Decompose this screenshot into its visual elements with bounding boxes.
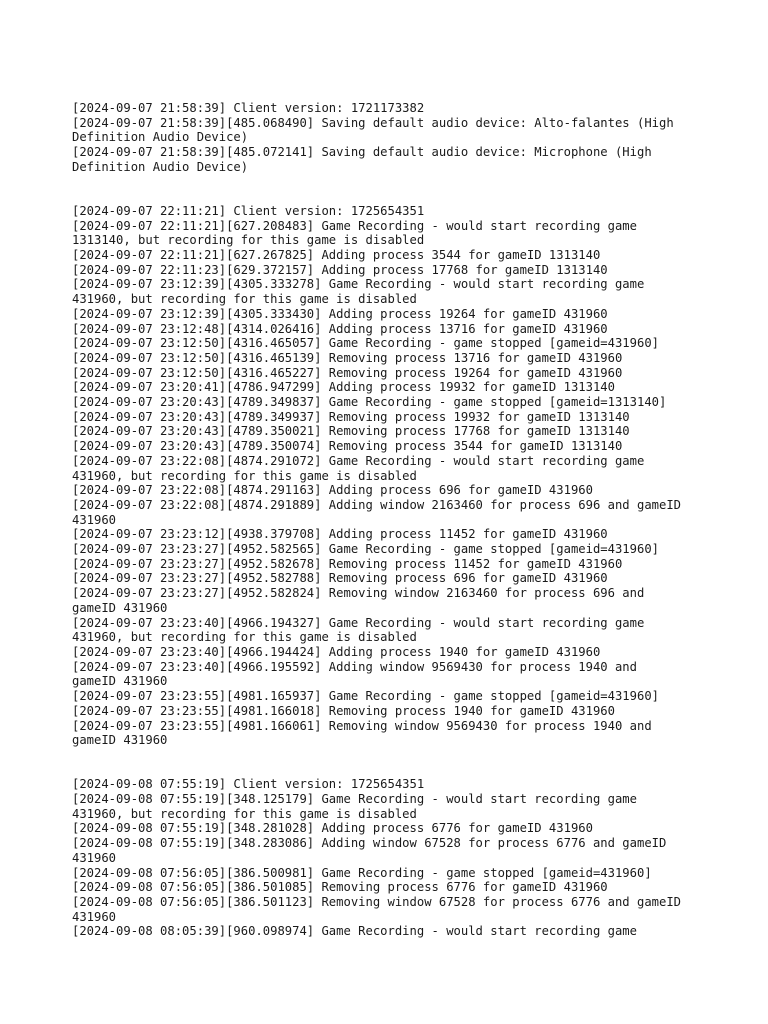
log-line: [2024-09-07 22:11:21][627.208483] Game Recording - would start recording game bbox=[72, 218, 637, 233]
log-line: [2024-09-08 07:56:05][386.500981] Game Recording - game stopped [gameid=431960] bbox=[72, 865, 652, 880]
log-line: gameID 431960 bbox=[72, 674, 168, 689]
log-line: [2024-09-07 23:23:55][4981.165937] Game Recording - game stopped [gameid=431960] bbox=[72, 689, 659, 704]
log-line: 431960, but recording for this game is disabled bbox=[72, 806, 417, 821]
log-line: [2024-09-08 07:55:19][348.125179] Game Recording - would start recording game bbox=[72, 792, 637, 807]
log-line: [2024-09-07 23:12:48][4314.026416] Adding process 13716 for gameID 431960 bbox=[72, 321, 608, 336]
log-line: [2024-09-07 23:23:55][4981.166061] Removing window 9569430 for process 1940 and bbox=[72, 718, 652, 733]
log-line: [2024-09-08 08:05:39][960.098974] Game Recording - would start recording game bbox=[72, 924, 637, 939]
log-line: 431960 bbox=[72, 512, 117, 527]
log-line: [2024-09-07 23:23:27][4952.582678] Removing process 11452 for gameID 431960 bbox=[72, 556, 623, 571]
log-line: [2024-09-08 07:55:19] Client version: 1725654351 bbox=[72, 777, 425, 792]
log-line: [2024-09-07 23:20:41][4786.947299] Adding process 19932 for gameID 1313140 bbox=[72, 380, 615, 395]
log-line: [2024-09-07 23:20:43][4789.349937] Removing process 19932 for gameID 1313140 bbox=[72, 409, 630, 424]
log-line: [2024-09-07 22:11:23][629.372157] Adding process 17768 for gameID 1313140 bbox=[72, 262, 608, 277]
log-line: Definition Audio Device) bbox=[72, 159, 249, 174]
log-line: [2024-09-07 23:23:27][4952.582565] Game Recording - game stopped [gameid=431960] bbox=[72, 542, 659, 557]
log-line: [2024-09-07 23:23:40][4966.195592] Adding window 9569430 for process 1940 and bbox=[72, 659, 637, 674]
log-line: Definition Audio Device) bbox=[72, 130, 249, 145]
log-line: [2024-09-08 07:56:05][386.501085] Removing process 6776 for gameID 431960 bbox=[72, 880, 608, 895]
log-line: [2024-09-07 23:20:43][4789.350074] Removing process 3544 for gameID 1313140 bbox=[72, 439, 623, 454]
log-session-block bbox=[72, 204, 712, 748]
log-line: [2024-09-07 23:20:43][4789.350021] Removing process 17768 for gameID 1313140 bbox=[72, 424, 630, 439]
log-line: gameID 431960 bbox=[72, 600, 168, 615]
log-line: [2024-09-07 21:58:39][485.072141] Saving default audio device: Microphone (High bbox=[72, 145, 652, 160]
log-line: [2024-09-07 23:22:08][4874.291889] Adding window 2163460 for process 696 and gameID bbox=[72, 497, 682, 512]
log-line: [2024-09-07 22:11:21][627.267825] Adding process 3544 for gameID 1313140 bbox=[72, 248, 601, 263]
log-line: gameID 431960 bbox=[72, 733, 168, 748]
log-session-block bbox=[72, 777, 712, 939]
log-line: [2024-09-07 23:12:50][4316.465227] Removing process 19264 for gameID 431960 bbox=[72, 365, 623, 380]
log-line: [2024-09-07 23:22:08][4874.291072] Game Recording - would start recording game bbox=[72, 453, 645, 468]
log-line: [2024-09-07 23:23:12][4938.379708] Adding process 11452 for gameID 431960 bbox=[72, 527, 608, 542]
log-line: 431960, but recording for this game is disabled bbox=[72, 630, 417, 645]
log-line: 1313140, but recording for this game is disabled bbox=[72, 233, 425, 248]
log-line: [2024-09-07 23:23:55][4981.166018] Removing process 1940 for gameID 431960 bbox=[72, 703, 615, 718]
log-line: [2024-09-07 23:12:39][4305.333430] Adding process 19264 for gameID 431960 bbox=[72, 306, 608, 321]
log-line: [2024-09-07 23:22:08][4874.291163] Adding process 696 for gameID 431960 bbox=[72, 483, 593, 498]
log-line: 431960 bbox=[72, 850, 117, 865]
log-line: [2024-09-07 23:23:27][4952.582824] Removing window 2163460 for process 696 and bbox=[72, 586, 645, 601]
log-line: [2024-09-07 21:58:39] Client version: 1721173382 bbox=[72, 101, 425, 115]
log-session-block bbox=[72, 101, 712, 175]
log-line: [2024-09-07 23:20:43][4789.349837] Game Recording - game stopped [gameid=1313140] bbox=[72, 395, 667, 410]
log-line: [2024-09-07 23:12:50][4316.465057] Game Recording - game stopped [gameid=431960] bbox=[72, 336, 659, 351]
log-line: [2024-09-08 07:56:05][386.501123] Removing window 67528 for process 6776 and gameID bbox=[72, 894, 682, 909]
log-line: [2024-09-08 07:55:19][348.281028] Adding process 6776 for gameID 431960 bbox=[72, 821, 593, 836]
log-line: 431960 bbox=[72, 909, 117, 924]
log-line: 431960, but recording for this game is disabled bbox=[72, 292, 417, 307]
log-line: [2024-09-07 22:11:21] Client version: 1725654351 bbox=[72, 203, 425, 218]
log-line: 431960, but recording for this game is disabled bbox=[72, 468, 417, 483]
log-line: [2024-09-07 23:12:50][4316.465139] Removing process 13716 for gameID 431960 bbox=[72, 350, 623, 365]
log-line: [2024-09-08 07:55:19][348.283086] Adding window 67528 for process 6776 and gameID bbox=[72, 836, 667, 851]
log-line: [2024-09-07 23:23:27][4952.582788] Removing process 696 for gameID 431960 bbox=[72, 571, 608, 586]
log-line: [2024-09-07 23:12:39][4305.333278] Game Recording - would start recording game bbox=[72, 277, 645, 292]
log-line: [2024-09-07 21:58:39][485.068490] Saving default audio device: Alto-falantes (High bbox=[72, 115, 674, 130]
log-document bbox=[72, 101, 712, 939]
log-line: [2024-09-07 23:23:40][4966.194327] Game Recording - would start recording game bbox=[72, 615, 645, 630]
log-line: [2024-09-07 23:23:40][4966.194424] Adding process 1940 for gameID 431960 bbox=[72, 645, 601, 659]
